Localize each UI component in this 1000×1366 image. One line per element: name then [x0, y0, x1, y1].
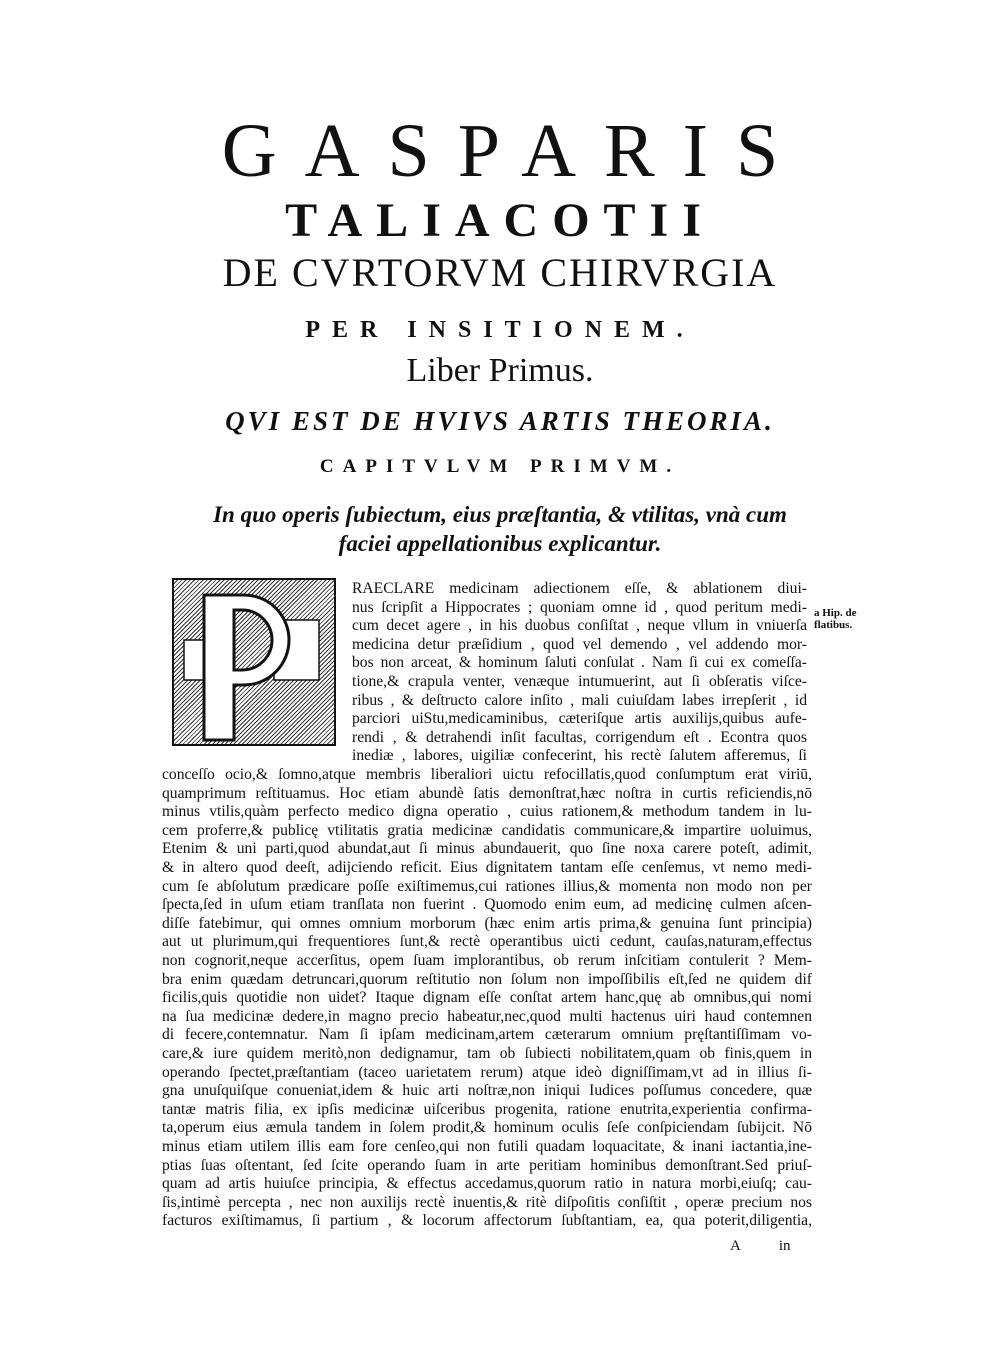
body-text-line: cum decet agere , in his duobus conſiſtat , neque vllum in vniuerſa [352, 617, 807, 635]
signature-mark: A [730, 1238, 741, 1254]
margin-note-line: a Hip. de [814, 607, 857, 619]
body-text-line: ta,operum eius æmula tandem in ſolem prodit,& hominum oculis ſeſe conſpiciendam ſubijcit. Nō [162, 1119, 812, 1137]
author-first-name: GASPARIS [221, 109, 807, 193]
chapter-heading: CAPITVLVM PRIMVM. [319, 456, 681, 477]
body-text-line: conceſſo ocio,& ſomno,atque membris liberaliori uictu refocillatis,quod conſumptum erat viriū, [162, 766, 812, 783]
book-number: Liber Primus. [406, 352, 594, 389]
body-text-line: na ſua medicinæ dedere,in magno precio habeatur,nec,quod multi hactenus uiri haud contemnen [162, 1007, 812, 1025]
book-subtitle: PER INSITIONEM. [305, 317, 695, 343]
body-text-line: nus ſcripſit a Hippocrates ; quoniam omne id , quod peritum medi- [352, 598, 807, 616]
decorated-initial [172, 578, 336, 746]
body-text-line: inediæ , labores, uigiliæ confecerint, his rectè ſalutem afferemus, ſi [352, 747, 807, 765]
body-text-line: RAECLARE medicinam adiectionem eſſe, & ablationem diui- [352, 580, 807, 597]
body-text-line: & in altero quod deeſt, adijciendo reficit. Eius dignitatem tantam eſſe cenſemus, vt nemo medi- [162, 859, 812, 876]
body-text-line: ficilis,quis quotidie non uidet? Itaque dignam eſſe conſtat artem hanc,quę ab omnibus,qui nomi [162, 989, 812, 1007]
book-title: DE CVRTORVM CHIRVRGIA [222, 250, 778, 295]
body-text-line: bra enim quædam detruncari,quorum reſtitutio non ſolum non impoſſibilis eſt,ſed ne quidem dif [162, 970, 812, 988]
body-text-line: quamprimum reſtituamus. Hoc etiam abundè ſatis demonſtrat,hæc noſtra in curtis reficiendis,nō [162, 784, 812, 802]
body-text-line: tantæ matris filia, ex ipſis medicinæ uiſceribus progenita, ratione enutrita,experientia confirma- [162, 1100, 812, 1118]
chapter-summary-line: faciei appellationibus explicantur. [338, 531, 662, 556]
body-text-line: ptias ſuas oſtentant, ſed ſcite operando ſuam in arte peritiam hominibus demonſtrant.Sed priuſ- [162, 1156, 812, 1174]
body-text-line: quam ad artis huiuſce principia, & effectus accedamus,quorum ratio in natura morbi,eiuſq; cau- [162, 1175, 812, 1193]
body-text-line: bos non arceat, & hominum ſaluti conſulat . Nam ſi cui ex comeſſa- [352, 654, 807, 672]
body-text-line: rendi , & detrahendi inſit facultas, corrigendum eſt . Econtra quos [352, 728, 807, 746]
margin-note [814, 607, 856, 631]
body-text-line: di fecere,contemnatur. Nam ſi ipſam medicinam,artem cæterarum omnium pręſtantiſſimam vo- [162, 1026, 812, 1044]
author-surname: TALIACOTII [285, 194, 715, 247]
body-text-line: aut ut plurimum,qui frequentiores ſunt,& rectè operantibus uicti cedunt, cauſas,naturam,effectus [162, 933, 812, 951]
body-text-line: minus etiam utilem illis eam fore cenſeo,qui non futili quadam loquacitate, & inani iactantia,ine- [162, 1138, 812, 1155]
body-text-line: diſſe fatebimur, qui omnes omnium morborum (hæc enim artis prima,& genuina ſunt principia) [162, 914, 812, 932]
chapter-summary-line: In quo operis ſubiectum, eius præſtantia, & vtilitas, vnà cum [213, 502, 787, 527]
body-text-line: ribus , & deſtructo calore inſito , mali cuiuſdam labes irrepſerit , id [352, 691, 807, 709]
body-text-line: gna unuſquiſque conueniat,idem & huic arti noſtræ,non iniqui Iudices poſſumus concedere, quæ [162, 1082, 812, 1100]
decorated-initial-letter-icon [174, 580, 336, 746]
body-text-line: facturos exiſtimamus, ſi partium , & locorum affectorum ſubſtantiam, ea, qua poterit,diligentia, [162, 1212, 812, 1230]
body-text-line: Etenim & uni parti,quod abundat,aut ſi minus abundauerit, quo ſine noxa carere poteſt, adimit, [162, 840, 812, 858]
body-text-line: tione,& crapula venter, venæque intumuerint, aut ſi obſeratis viſce- [352, 673, 807, 690]
body-text-line: minus vtilis,quàm perfecto medico digna operatio , cuius rationem,& methodum tandem in lu- [162, 803, 812, 821]
page-footer [730, 1237, 829, 1255]
margin-note-line: flatibus. [814, 619, 853, 631]
body-text-line: cem proferre,& publicę vtilitatis gratia medicinæ candidatis communicare,& impartire uoluimus, [162, 821, 812, 839]
chapter-summary [0, 500, 1000, 558]
book-topic: QVI EST DE HVIVS ARTIS THEORIA. [225, 406, 775, 436]
body-text-line: care,& iure quidem meritò,non dedignamur, tam ob ſubiecti nobilitatem,quam ob finis,quem in [162, 1045, 812, 1062]
body-text-line: parciori uiStu,medicaminibus, cæteriſque artis auxilijs,quibus aufe- [352, 710, 807, 728]
body-text-line: ſis,intimè percepta , nec non auxilijs rectè inuentis,& ritè diſpoſitis conſiſtit , operæ precium nos [162, 1193, 812, 1211]
catchword: in [778, 1238, 791, 1254]
body-text-line: operando ſpectet,præſtantiam (taceo uarietatem rerum) atque ideò digniſſimam,vt ad in illius ſi- [162, 1063, 812, 1081]
body-text-line: cum ſe abſolutum prædicare poſſe exiſtimemus,cui rationes illius,& momenta non modo non per [162, 877, 812, 895]
body-text-line: ſpecta,ſed in uſum etiam tranſlata non fuerint . Quomodo enim eum, ad medicinę culmen aſcen- [162, 896, 812, 914]
body-text-line: medicina detur præſidium , quod vel demendo , vel addendo mor- [352, 635, 807, 653]
body-text-line: non cognorit,neque accerſitus, opem ſuam implorantibus, ob rerum inſcitiam contulerit ? Mem- [162, 952, 812, 969]
